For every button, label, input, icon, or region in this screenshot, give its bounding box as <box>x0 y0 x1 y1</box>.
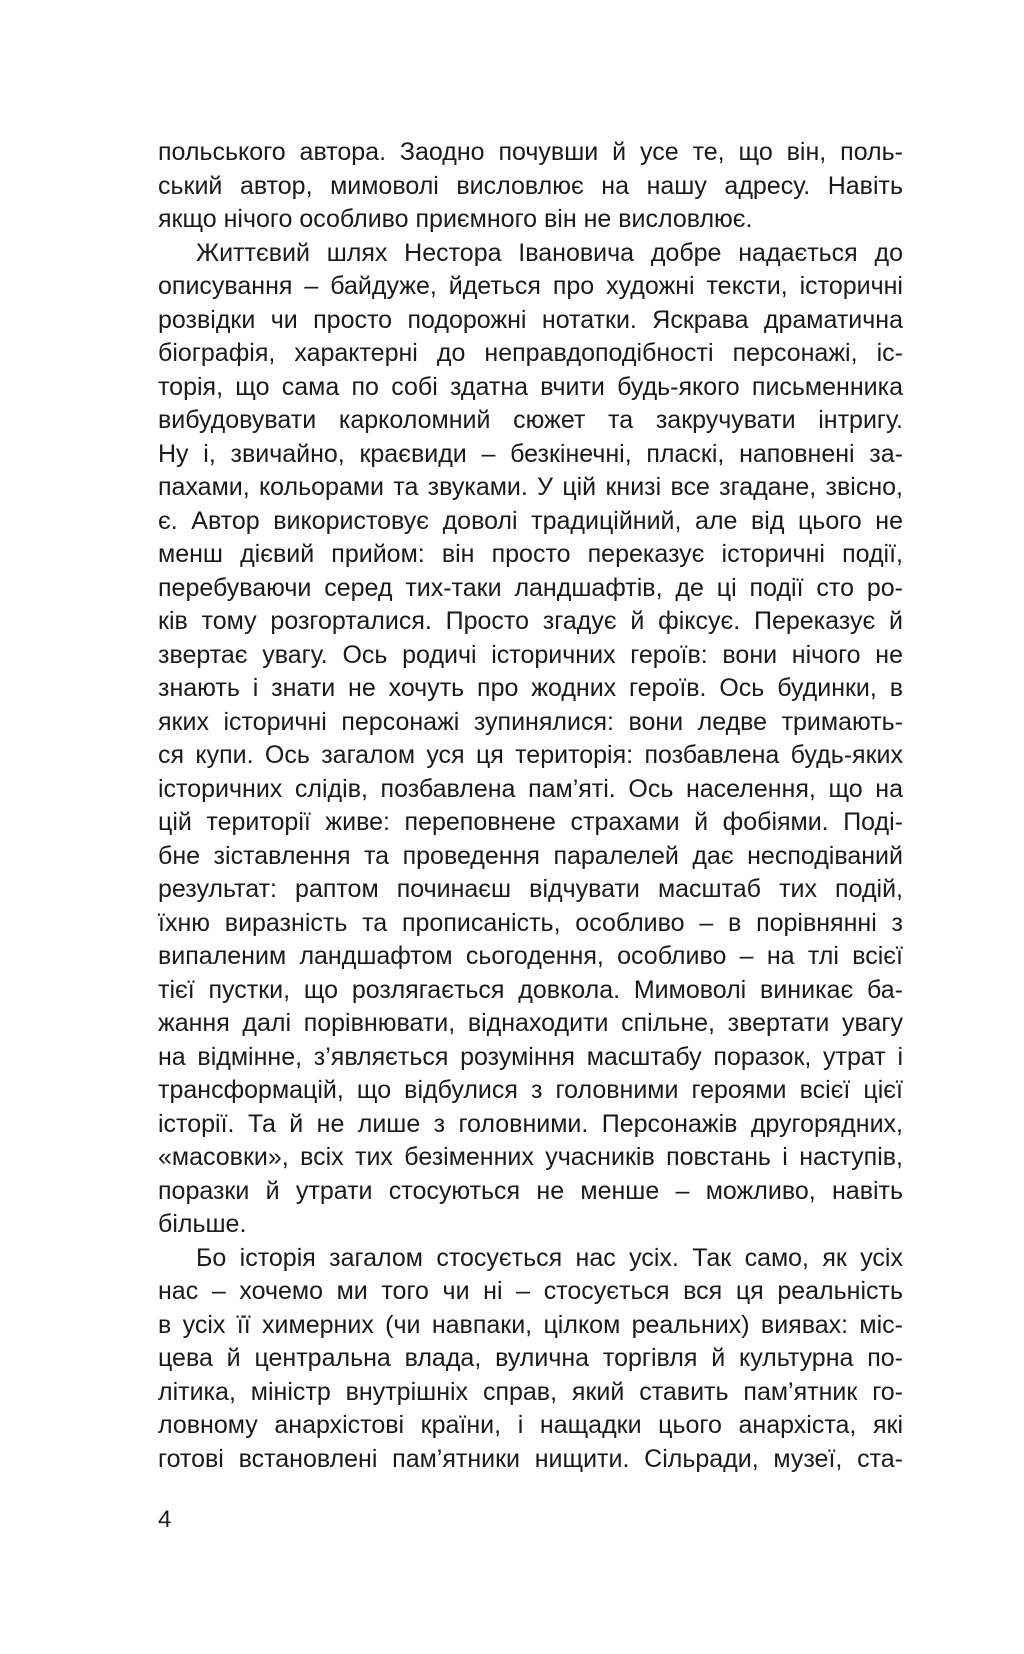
text-line: ків тому розгорталися. Просто згадує й фіксує. Переказує й <box>158 607 903 635</box>
text-line: нас – хочемо ми того чи ні – стосується вся ця реальність <box>158 1277 903 1305</box>
text-line: «масовки», всіх тих безіменних учасників повстань і наступів, <box>158 1143 903 1171</box>
text-line: цій території живе: переповнене страхами й фобіями. Поді- <box>158 808 903 836</box>
text-line: Ну і, звичайно, краєвиди – безкінечні, пласкі, наповнені за- <box>158 439 903 468</box>
text-line: ловному анархістові країни, і нащадки цього анархіста, які <box>158 1411 903 1439</box>
text-line: історичних слідів, позбавлена пам’яті. Ось населення, що на <box>158 774 903 803</box>
text-line: Життєвий шлях Нестора Івановича добре надається до <box>196 238 903 267</box>
text-line: пахами, кольорами та звуками. У цій книзі все згадане, звісно, <box>158 473 903 501</box>
text-line: готові встановлені пам’ятники нищити. Сільради, музеї, ста- <box>158 1444 903 1473</box>
text-line: торія, що сама по собі здатна вчити будь-якого письменника <box>158 372 903 401</box>
text-line: результат: раптом починаєш відчувати масштаб тих подій, <box>158 875 903 903</box>
text-line: літика, міністр внутрішніх справ, який ставить пам’ятник го- <box>158 1377 903 1406</box>
text-line: якщо нічого особливо приємного він не висловлює. <box>158 205 753 233</box>
text-line: ся купи. Ось загалом уся ця територія: позбавлена будь-яких <box>158 741 903 769</box>
text-line: тієї пустки, що розлягається довкола. Мимоволі виникає ба- <box>158 975 903 1004</box>
text-line: бне зіставлення та проведення паралелей дає несподіваний <box>158 841 903 870</box>
text-line: менш дієвий прийом: він просто переказує історичні події, <box>158 540 903 568</box>
text-line: звертає увагу. Ось родичі історичних героїв: вони нічого не <box>158 640 903 669</box>
text-line: польського автора. Заодно почувши й усе те, що він, поль- <box>158 138 903 166</box>
text-line: ський автор, мимоволі висловлює на нашу адресу. Навіть <box>158 171 903 200</box>
text-line: Бо історія загалом стосується нас усіх. Так само, як усіх <box>196 1243 903 1272</box>
text-line: є. Автор використовує доволі традиційний, але від цього не <box>158 506 903 535</box>
text-line: в усіх її химерних (чи навпаки, цілком реальних) виявах: міс- <box>158 1310 903 1339</box>
text-line: вибудовувати карколомний сюжет та закручувати інтригу. <box>158 406 903 434</box>
text-line: розвідки чи просто подорожні нотатки. Яскрава драматична <box>158 305 903 334</box>
text-line: трансформацій, що відбулися з головними героями всієї цієї <box>158 1076 903 1104</box>
body-text <box>158 136 903 1476</box>
text-line: яких історичні персонажі зупинялися: вони ледве тримають- <box>158 707 903 736</box>
text-line: перебуваючи серед тих-таки ландшафтів, де ці події сто ро- <box>158 573 903 602</box>
text-line: жання далі порівнювати, віднаходити спільне, звертати увагу <box>158 1009 903 1037</box>
text-line: випаленим ландшафтом сьогодення, особливо – на тлі всієї <box>158 942 903 970</box>
page-number: 4 <box>158 1506 172 1533</box>
text-line: поразки й утрати стосуються не менше – можливо, навіть <box>158 1176 903 1205</box>
text-line: історії. Та й не лише з головними. Персонажів другорядних, <box>158 1109 903 1138</box>
text-line: описування – байдуже, йдеться про художні тексти, історичні <box>158 272 903 300</box>
text-line: на відмінне, з’являється розуміння масштабу поразок, утрат і <box>158 1042 903 1071</box>
text-line: їхню виразність та прописаність, особливо – в порівнянні з <box>158 908 903 937</box>
text-line: знають і знати не хочуть про жодних героїв. Ось будинки, в <box>158 674 903 702</box>
text-line: цева й центральна влада, вулична торгівля й культурна по- <box>158 1344 903 1372</box>
text-line: біографія, характерні до неправдоподібності персонажі, іс- <box>158 339 903 367</box>
text-line: більше. <box>158 1210 247 1238</box>
